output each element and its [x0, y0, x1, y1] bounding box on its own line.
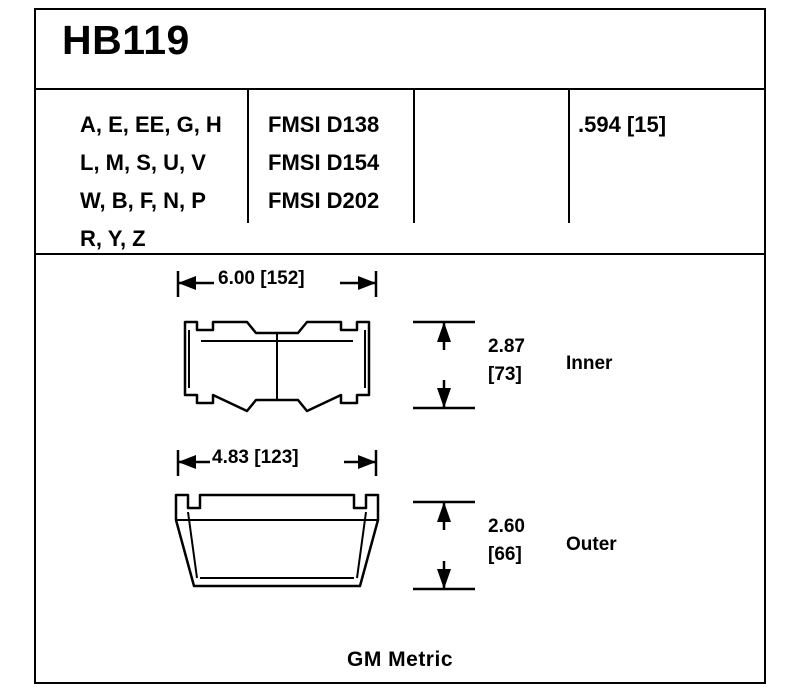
outer-height-inches: 2.60	[488, 516, 525, 537]
fmsi-column	[268, 106, 379, 220]
table-column-divider-1	[247, 90, 249, 223]
table-column-divider-2	[413, 90, 415, 223]
table-column-divider-3	[568, 90, 570, 223]
inner-pad-label: Inner	[566, 353, 613, 374]
inner-pad-detail-lines	[189, 330, 365, 400]
arrow-left-icon	[178, 455, 196, 469]
fmsi-line: FMSI D154	[268, 150, 380, 175]
frame-border-top	[34, 8, 766, 10]
outer-height-dimension-line	[413, 502, 475, 589]
application-label: GM Metric	[346, 648, 453, 671]
inner-height-dimension-label	[488, 333, 525, 389]
outer-pad-backing-plate	[176, 495, 378, 586]
compound-codes-line: W, B, F, N, P	[80, 188, 206, 213]
compound-codes-line: A, E, EE, G, H	[80, 112, 222, 137]
arrow-down-icon	[437, 569, 451, 589]
inner-height-mm: [73]	[488, 364, 522, 385]
arrow-left-icon	[178, 276, 196, 290]
fmsi-line: FMSI D202	[268, 188, 380, 213]
inner-pad-backing-plate	[185, 322, 369, 411]
inner-height-dimension-line	[413, 322, 475, 408]
arrow-down-icon	[437, 388, 451, 408]
arrow-up-icon	[437, 502, 451, 522]
inner-width-dimension-label: 6.00 [152]	[218, 268, 305, 289]
outer-pad-right-inner-edge	[357, 512, 366, 578]
thickness-value: .594 [15]	[578, 112, 667, 137]
compound-codes-line: L, M, S, U, V	[80, 150, 206, 175]
outer-pad-left-inner-edge	[188, 512, 197, 578]
fmsi-line: FMSI D138	[268, 112, 380, 137]
frame-border-right	[764, 8, 766, 684]
page-title: HB119	[62, 17, 190, 63]
thickness-column	[578, 106, 666, 144]
arrow-right-icon	[358, 455, 376, 469]
inner-brake-pad-outline	[185, 322, 369, 411]
frame-border-bottom	[34, 682, 766, 684]
outer-pad-detail-lines	[176, 512, 378, 578]
outer-width-dimension-label: 4.83 [123]	[212, 447, 299, 468]
outer-height-mm: [66]	[488, 544, 522, 565]
compound-codes-line: R, Y, Z	[80, 226, 146, 251]
outer-height-dimension-label	[488, 513, 525, 569]
arrow-up-icon	[437, 322, 451, 342]
compound-codes-column	[80, 106, 222, 258]
inner-height-inches: 2.87	[488, 336, 525, 357]
outer-pad-label: Outer	[566, 534, 617, 555]
outer-brake-pad-outline	[176, 495, 378, 586]
arrow-right-icon	[358, 276, 376, 290]
frame-border-left	[34, 8, 36, 684]
title-separator	[34, 88, 766, 90]
